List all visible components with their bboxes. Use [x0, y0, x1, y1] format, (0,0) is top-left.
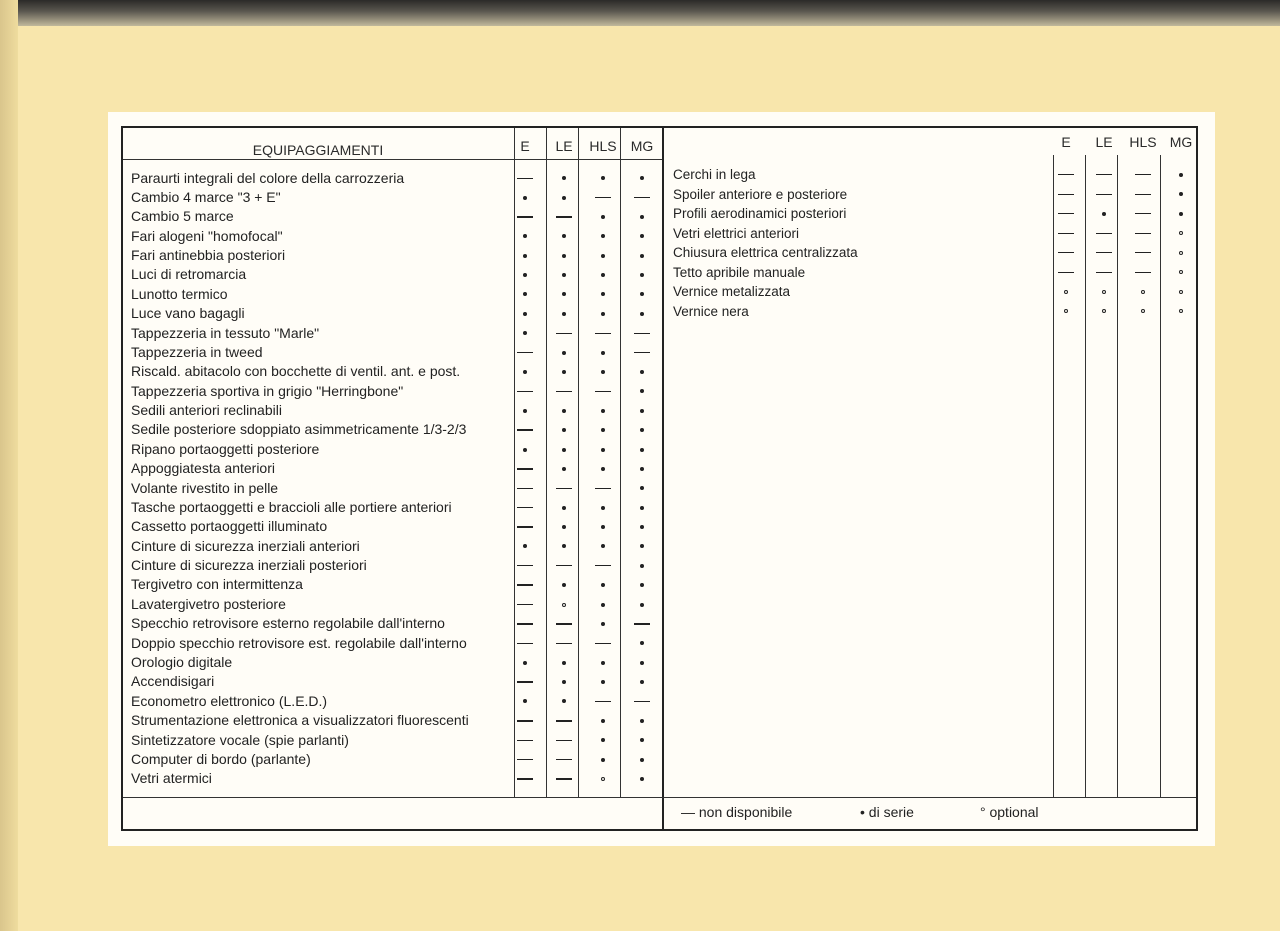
- right-row-label: Vernice metalizzata: [673, 284, 791, 299]
- left-standard-mark: [549, 265, 579, 284]
- left-standard-mark: [627, 731, 657, 750]
- left-standard-mark: [510, 401, 540, 420]
- right-not-available-mark: [1128, 263, 1158, 282]
- left-not-available-mark: [510, 479, 540, 498]
- right-row-label: Vernice nera: [673, 303, 749, 319]
- right-optional-mark: [1166, 302, 1196, 321]
- left-standard-mark: [549, 401, 579, 420]
- left-standard-mark: [588, 537, 618, 556]
- right-col-header-e: E: [1061, 134, 1071, 150]
- left-standard-mark: [627, 382, 657, 401]
- legend-standard: • di serie: [860, 804, 914, 820]
- left-not-available-mark: [510, 634, 540, 653]
- scan-left-edge: [0, 0, 18, 931]
- left-row-label: Appoggiatesta anteriori: [131, 460, 275, 477]
- left-not-available-mark: [588, 692, 618, 711]
- left-standard-mark: [510, 537, 540, 556]
- left-not-available-mark: [510, 169, 540, 188]
- left-col-sep-le: [546, 128, 547, 797]
- left-not-available-mark: [588, 382, 618, 401]
- left-standard-mark: [588, 459, 618, 478]
- left-row-label: Cinture di sicurezza inerziali posteriori: [131, 557, 367, 574]
- left-row-label: Econometro elettronico (L.E.D.): [131, 692, 328, 709]
- left-standard-mark: [588, 343, 618, 362]
- right-optional-mark: [1166, 263, 1196, 282]
- left-row-label: Specchio retrovisore esterno regolabile dall'interno: [131, 615, 445, 632]
- right-not-available-mark: [1051, 165, 1081, 184]
- left-standard-mark: [627, 575, 657, 594]
- left-col-header-le: LE: [555, 138, 573, 154]
- right-not-available-mark: [1128, 224, 1158, 243]
- right-col-header-le: LE: [1095, 134, 1113, 150]
- right-not-available-mark: [1051, 243, 1081, 262]
- left-row-label: Cassetto portaoggetti illuminato: [131, 518, 328, 535]
- right-optional-mark: [1089, 302, 1119, 321]
- left-standard-mark: [627, 498, 657, 517]
- right-row-label: Chiusura elettrica centralizzata: [673, 245, 858, 260]
- right-optional-mark: [1128, 302, 1158, 321]
- right-row-label: Vetri elettrici anteriori: [673, 225, 800, 241]
- left-standard-mark: [510, 285, 540, 304]
- left-not-available-mark: [510, 711, 540, 730]
- left-standard-mark: [627, 440, 657, 459]
- left-standard-mark: [627, 750, 657, 769]
- left-standard-mark: [588, 401, 618, 420]
- left-row-label: Orologio digitale: [131, 654, 233, 670]
- left-not-available-mark: [588, 479, 618, 498]
- left-not-available-mark: [510, 614, 540, 633]
- left-row-label: Tappezzeria sportiva in grigio "Herringbone": [131, 382, 404, 399]
- left-not-available-mark: [588, 634, 618, 653]
- left-standard-mark: [588, 362, 618, 381]
- right-row-label: Profili aerodinamici posteriori: [673, 206, 847, 221]
- left-standard-mark: [510, 246, 540, 265]
- left-row-label: Fari alogeni "homofocal": [131, 227, 283, 244]
- right-optional-mark: [1166, 224, 1196, 243]
- right-optional-mark: [1128, 282, 1158, 301]
- left-standard-mark: [588, 653, 618, 672]
- right-not-available-mark: [1089, 243, 1119, 262]
- left-standard-mark: [627, 653, 657, 672]
- left-standard-mark: [549, 246, 579, 265]
- left-standard-mark: [549, 440, 579, 459]
- legend-not-available: — non disponibile: [681, 804, 793, 820]
- left-standard-mark: [588, 517, 618, 536]
- right-optional-mark: [1166, 243, 1196, 262]
- left-not-available-mark: [627, 614, 657, 633]
- left-standard-mark: [588, 750, 618, 769]
- left-not-available-mark: [510, 459, 540, 478]
- right-not-available-mark: [1089, 263, 1119, 282]
- left-not-available-mark: [549, 382, 579, 401]
- right-row-label: Tetto apribile manuale: [673, 264, 806, 280]
- left-row-label: Tappezzeria in tessuto "Marle": [131, 324, 320, 341]
- equipment-header: EQUIPAGGIAMENTI: [252, 142, 384, 158]
- left-standard-mark: [510, 304, 540, 323]
- left-not-available-mark: [510, 595, 540, 614]
- left-standard-mark: [627, 169, 657, 188]
- left-not-available-mark: [588, 188, 618, 207]
- left-standard-mark: [549, 575, 579, 594]
- left-not-available-mark: [510, 672, 540, 691]
- left-not-available-mark: [549, 479, 579, 498]
- left-not-available-mark: [549, 731, 579, 750]
- left-row-label: Fari antinebbia posteriori: [131, 247, 286, 264]
- left-standard-mark: [549, 362, 579, 381]
- left-not-available-mark: [510, 750, 540, 769]
- left-not-available-mark: [627, 324, 657, 343]
- left-standard-mark: [549, 227, 579, 246]
- left-row-label: Doppio specchio retrovisore est. regolabile dall'interno: [131, 634, 467, 651]
- left-optional-mark: [549, 595, 579, 614]
- left-not-available-mark: [627, 343, 657, 362]
- left-row-label: Strumentazione elettronica a visualizzatori fluorescenti: [131, 712, 469, 729]
- left-col-header-mg: MG: [630, 138, 654, 154]
- left-standard-mark: [627, 459, 657, 478]
- left-not-available-mark: [510, 556, 540, 575]
- left-col-header-e: E: [520, 138, 530, 154]
- left-standard-mark: [549, 672, 579, 691]
- left-not-available-mark: [510, 382, 540, 401]
- left-standard-mark: [549, 653, 579, 672]
- left-not-available-mark: [549, 324, 579, 343]
- left-not-available-mark: [627, 188, 657, 207]
- left-not-available-mark: [549, 634, 579, 653]
- left-not-available-mark: [627, 692, 657, 711]
- left-row-label: Sedile posteriore sdoppiato asimmetricamente 1/3-2/3: [131, 421, 467, 438]
- left-row-label: Vetri atermici: [131, 770, 212, 787]
- left-standard-mark: [549, 169, 579, 188]
- left-standard-mark: [627, 401, 657, 420]
- left-standard-mark: [510, 440, 540, 459]
- left-optional-mark: [588, 769, 618, 788]
- right-row-label: Spoiler anteriore e posteriore: [673, 186, 848, 202]
- left-not-available-mark: [510, 575, 540, 594]
- left-row-label: Computer di bordo (parlante): [131, 750, 311, 767]
- left-standard-mark: [627, 479, 657, 498]
- left-standard-mark: [549, 304, 579, 323]
- left-standard-mark: [549, 498, 579, 517]
- left-standard-mark: [627, 420, 657, 439]
- left-row-label: Tasche portaoggetti e braccioli alle portiere anteriori: [131, 498, 452, 515]
- left-standard-mark: [588, 420, 618, 439]
- left-row-label: Cambio 5 marce: [131, 208, 234, 225]
- left-standard-mark: [627, 265, 657, 284]
- right-standard-mark: [1089, 204, 1119, 223]
- left-col-header-hls: HLS: [589, 138, 617, 154]
- left-row-label: Lavatergivetro posteriore: [131, 595, 286, 612]
- legend-optional: ° optional: [980, 804, 1039, 820]
- left-standard-mark: [627, 207, 657, 226]
- left-standard-mark: [588, 265, 618, 284]
- right-not-available-mark: [1051, 224, 1081, 243]
- left-row-label: Lunotto termico: [131, 285, 228, 302]
- scan-top-edge: [0, 0, 1280, 28]
- left-row-label: Cinture di sicurezza inerziali anteriori: [131, 537, 360, 554]
- left-row-label: Sedili anteriori reclinabili: [131, 402, 282, 419]
- left-standard-mark: [549, 537, 579, 556]
- left-standard-mark: [627, 769, 657, 788]
- right-not-available-mark: [1128, 185, 1158, 204]
- left-standard-mark: [549, 343, 579, 362]
- left-standard-mark: [510, 188, 540, 207]
- left-standard-mark: [588, 575, 618, 594]
- right-row-label: Cerchi in lega: [673, 167, 756, 182]
- left-not-available-mark: [510, 517, 540, 536]
- left-standard-mark: [588, 595, 618, 614]
- left-not-available-mark: [549, 750, 579, 769]
- left-standard-mark: [549, 188, 579, 207]
- left-not-available-mark: [510, 343, 540, 362]
- left-standard-mark: [588, 440, 618, 459]
- left-standard-mark: [627, 556, 657, 575]
- left-standard-mark: [549, 420, 579, 439]
- right-optional-mark: [1051, 302, 1081, 321]
- right-not-available-mark: [1128, 165, 1158, 184]
- left-standard-mark: [627, 227, 657, 246]
- left-col-sep-mg: [620, 128, 621, 797]
- right-not-available-mark: [1128, 204, 1158, 223]
- left-not-available-mark: [549, 556, 579, 575]
- left-standard-mark: [510, 692, 540, 711]
- left-standard-mark: [627, 517, 657, 536]
- left-standard-mark: [588, 614, 618, 633]
- right-not-available-mark: [1051, 185, 1081, 204]
- left-row-label: Tergivetro con intermittenza: [131, 576, 303, 593]
- left-standard-mark: [510, 362, 540, 381]
- footer-rule: [123, 797, 1196, 798]
- left-standard-mark: [627, 634, 657, 653]
- left-row-label: Ripano portaoggetti posteriore: [131, 440, 320, 457]
- left-standard-mark: [588, 498, 618, 517]
- left-row-label: Sintetizzatore vocale (spie parlanti): [131, 731, 349, 748]
- left-standard-mark: [588, 169, 618, 188]
- left-standard-mark: [549, 517, 579, 536]
- left-row-label: Volante rivestito in pelle: [131, 479, 279, 496]
- left-standard-mark: [588, 207, 618, 226]
- left-row-label: Cambio 4 marce "3 + E": [131, 188, 281, 205]
- right-not-available-mark: [1051, 263, 1081, 282]
- left-standard-mark: [627, 285, 657, 304]
- left-standard-mark: [627, 537, 657, 556]
- left-row-label: Accendisigari: [131, 673, 215, 690]
- left-standard-mark: [627, 304, 657, 323]
- left-not-available-mark: [588, 324, 618, 343]
- right-optional-mark: [1166, 282, 1196, 301]
- right-col-sep-mg: [1160, 155, 1161, 797]
- right-not-available-mark: [1051, 204, 1081, 223]
- left-not-available-mark: [510, 420, 540, 439]
- right-not-available-mark: [1089, 185, 1119, 204]
- right-standard-mark: [1166, 185, 1196, 204]
- right-col-header-hls: HLS: [1129, 134, 1157, 150]
- left-row-label: Riscald. abitacolo con bocchette di ventil. ant. e post.: [131, 363, 461, 380]
- left-standard-mark: [627, 362, 657, 381]
- right-optional-mark: [1051, 282, 1081, 301]
- left-standard-mark: [588, 227, 618, 246]
- left-standard-mark: [588, 246, 618, 265]
- left-not-available-mark: [588, 556, 618, 575]
- left-not-available-mark: [510, 769, 540, 788]
- left-standard-mark: [549, 285, 579, 304]
- right-col-sep-le: [1085, 155, 1086, 797]
- left-standard-mark: [588, 285, 618, 304]
- left-standard-mark: [627, 595, 657, 614]
- left-standard-mark: [549, 692, 579, 711]
- left-standard-mark: [510, 227, 540, 246]
- left-not-available-mark: [510, 731, 540, 750]
- left-row-label: Luce vano bagagli: [131, 305, 245, 322]
- right-col-header-mg: MG: [1169, 134, 1193, 150]
- left-row-label: Paraurti integrali del colore della carrozzeria: [131, 169, 405, 186]
- left-standard-mark: [510, 265, 540, 284]
- right-standard-mark: [1166, 165, 1196, 184]
- left-standard-mark: [549, 459, 579, 478]
- left-standard-mark: [627, 246, 657, 265]
- left-not-available-mark: [549, 769, 579, 788]
- right-not-available-mark: [1128, 243, 1158, 262]
- left-standard-mark: [588, 672, 618, 691]
- left-row-label: Luci di retromarcia: [131, 266, 247, 283]
- left-standard-mark: [510, 653, 540, 672]
- left-row-label: Tappezzeria in tweed: [131, 343, 263, 360]
- left-not-available-mark: [549, 614, 579, 633]
- left-standard-mark: [588, 731, 618, 750]
- right-standard-mark: [1166, 204, 1196, 223]
- left-not-available-mark: [510, 498, 540, 517]
- right-not-available-mark: [1089, 165, 1119, 184]
- left-standard-mark: [627, 672, 657, 691]
- left-header-rule: [123, 159, 662, 160]
- left-standard-mark: [588, 304, 618, 323]
- left-standard-mark: [627, 711, 657, 730]
- left-standard-mark: [510, 324, 540, 343]
- right-not-available-mark: [1089, 224, 1119, 243]
- left-standard-mark: [588, 711, 618, 730]
- center-divider: [662, 126, 664, 831]
- right-optional-mark: [1089, 282, 1119, 301]
- left-not-available-mark: [510, 207, 540, 226]
- left-not-available-mark: [549, 207, 579, 226]
- left-not-available-mark: [549, 711, 579, 730]
